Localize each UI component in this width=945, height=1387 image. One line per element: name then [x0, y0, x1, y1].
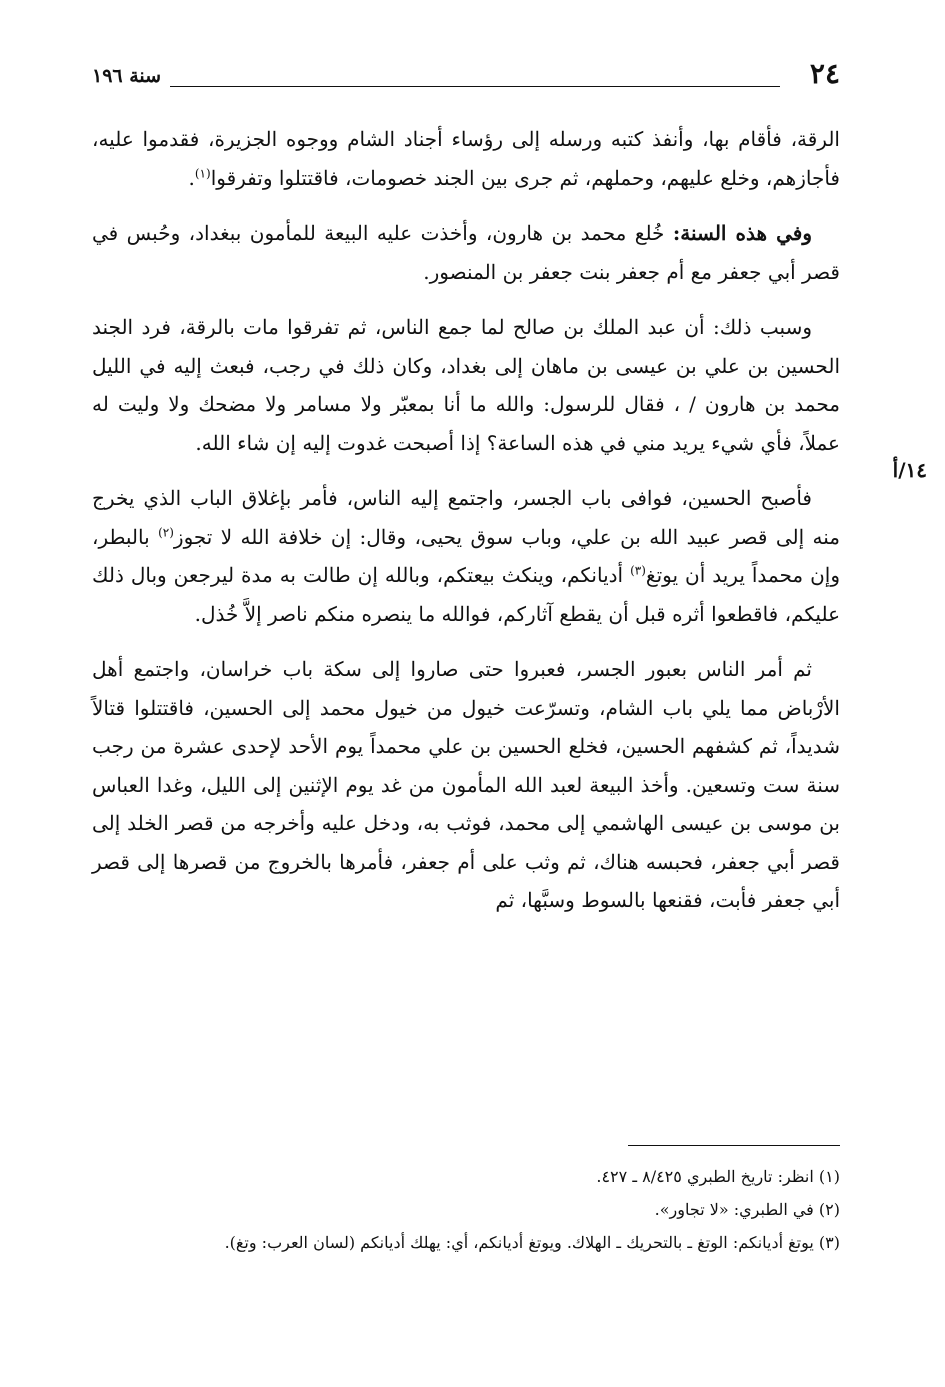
paragraph-text: فأصبح الحسين، فوافى باب الجسر، واجتمع إليه الناس، فأمر بإغلاق الباب الذي يخرج منه إلى قصر عبيد الله بن علي، وباب سوق يحيى، وقال: إن خلافة الله لا تجوز	[92, 486, 840, 549]
footnote-ref-2[interactable]: (٢)	[158, 524, 174, 539]
paragraph-tail: أديانكم، وينكث بيعتكم، وبالله إن طالت به مدة ليرجعن وبال ذلك عليكم، فاقطعوا أثره قبل أن يقطع آثاركم، فوالله ما ينصره منكم ناصر إلاَّ خُذل.	[92, 563, 840, 626]
paragraph-1	[92, 120, 840, 197]
footnote-ref-1[interactable]: (١)	[194, 165, 211, 180]
paragraph-text-continued: بالبطر، وإن محمداً يريد أن يوتغ	[92, 524, 840, 587]
footnote-rule	[628, 1145, 840, 1146]
paragraph-text: ثم أمر الناس بعبور الجسر، فعبروا حتى صاروا إلى سكة باب خراسان، واجتمع أهل الأرْباض مما يلي باب الشام، وتسرّعت خيول من خيول محمد إلى الحسين، فاقتتلوا قتالاً شديداً، ثم كشفهم الحسين، فخلع الحسين بن علي محمداً يوم الأحد لإحدى عشرة من رجب سنة ست وتسعين. وأخذ البيعة لعبد الله المأمون من غد يوم الإثنين إلى الليل، وغدا العباس بن موسى بن عيسى الهاشمي إلى محمد، فوثب به، ودخل عليه وأخرجه من قصر الخلد إلى قصر أبي جعفر، فحبسه هناك، ثم وثب على أم جعفر، فأمرها بالخروج من قصرها إلى قصر أبي جعفر فأبت، فقنعها بالسوط وسبَّها، ثم	[92, 657, 840, 912]
footnote-3: (٣) يوتغ أديانكم: الوتغ ـ بالتحريك ـ الهلاك. ويوتغ أديانكم، أي: يهلك أديانكم (لسان العرب: وتغ).	[224, 1233, 840, 1252]
paragraph-4	[92, 479, 840, 633]
footnotes	[92, 1160, 840, 1259]
paragraph-3	[92, 308, 840, 462]
body-text	[92, 120, 840, 937]
page-number: ٢٤	[809, 57, 840, 90]
paragraph-text: وسبب ذلك: أن عبد الملك بن صالح لما جمع الناس، ثم تفرقوا مات بالرقة، فرد الجند الحسين بن علي بن عيسى بن ماهان إلى بغداد، وكان ذلك في رجب، فبعث إليه في الليل محمد بن هارون / ، فقال للرسول: والله ما أنا بمعبّر ولا مسامر ولا مضحك ولا وليت له عملاً، فأي شيء يريد مني في هذه الساعة؟ إذا أصبحت غدوت إليه إن شاء الله.	[92, 315, 840, 455]
paragraph-5	[92, 650, 840, 920]
running-title: سنة ١٩٦	[92, 65, 162, 87]
footnote-2: (٢) في الطبري: «لا تجاور».	[654, 1200, 840, 1219]
header-rule	[170, 86, 780, 87]
running-header	[92, 56, 840, 96]
paragraph-tail: .	[188, 165, 195, 190]
paragraph-lead: وفي هذه السنة:	[672, 221, 812, 245]
footnote-ref-3[interactable]: (٣)	[630, 563, 646, 578]
footnote-1: (١) انظر: تاريخ الطبري ٨/٤٢٥ ـ ٤٢٧.	[596, 1167, 840, 1186]
paragraph-text: خُلع محمد بن هارون، وأخذت عليه البيعة للمأمون ببغداد، وحُبس في قصر أبي جعفر مع أم جعفر بنت جعفر بن المنصور.	[92, 221, 840, 284]
paragraph-text: الرقة، فأقام بها، وأنفذ كتبه ورسله إلى رؤساء أجناد الشام ووجوه الجزيرة، فقدموا عليه، فأجازهم، وخلع عليهم، وحملهم، ثم جرى بين الجند خصومات، فاقتتلوا وتفرقوا	[92, 127, 840, 190]
paragraph-2	[92, 214, 840, 291]
manuscript-folio-note: ١٤/أ	[892, 458, 927, 482]
